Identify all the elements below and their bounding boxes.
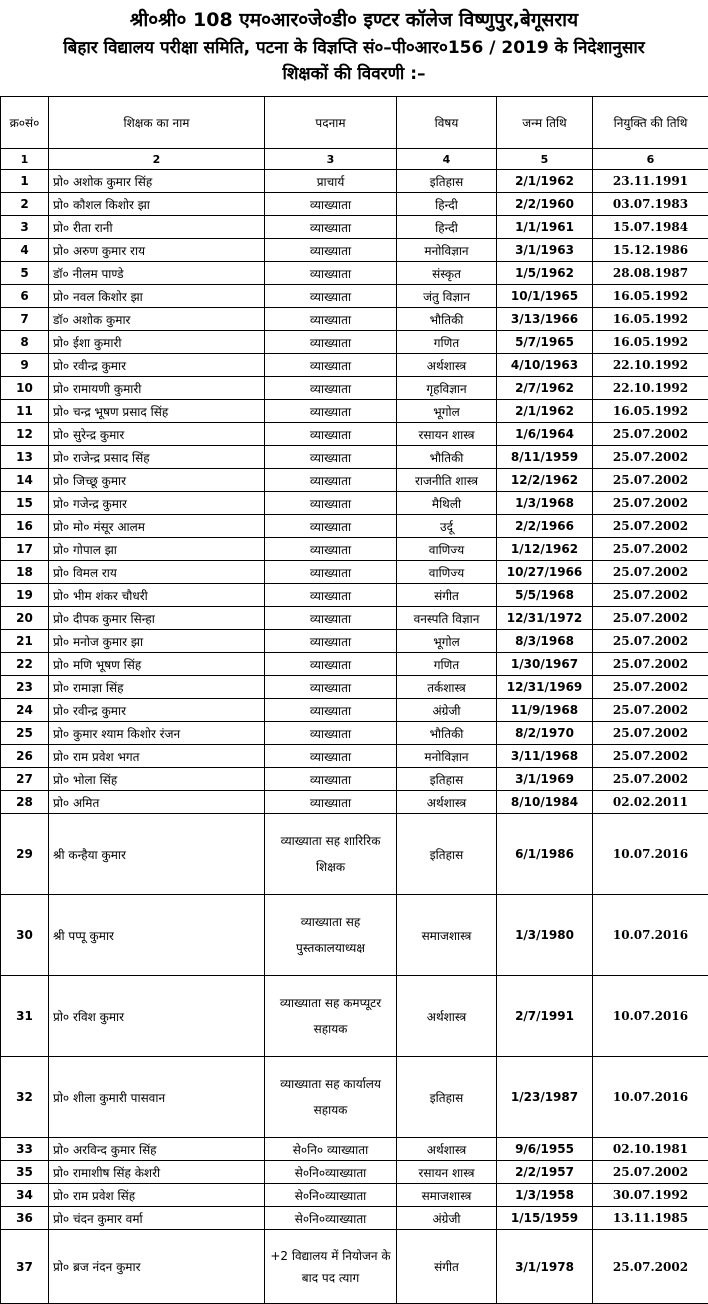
cell-dob: 10/27/1966: [497, 561, 593, 584]
cell-dob: 2/2/1966: [497, 515, 593, 538]
cell-appointment: 25.07.2002: [593, 699, 708, 722]
cell-sn: 3: [1, 216, 49, 239]
cell-designation: व्याख्याता: [265, 768, 397, 791]
cell-name: प्रो० जिच्छू कुमार: [49, 469, 265, 492]
table-row: [1, 193, 708, 216]
cell-name: डॉ० अशोक कुमार: [49, 308, 265, 331]
cell-dob: 1/5/1962: [497, 262, 593, 285]
cell-sn: 29: [1, 814, 49, 895]
cell-subject: संगीत: [397, 584, 497, 607]
cell-sn: 1: [1, 170, 49, 193]
table-row: [1, 538, 708, 561]
cell-dob: 12/31/1972: [497, 607, 593, 630]
cell-appointment: 25.07.2002: [593, 630, 708, 653]
cell-dob: 2/7/1991: [497, 976, 593, 1057]
table-row: [1, 699, 708, 722]
table-row: [1, 469, 708, 492]
cell-subject: इतिहास: [397, 814, 497, 895]
cell-subject: समाजशास्त्र: [397, 895, 497, 976]
cell-subject: अर्थशास्त्र: [397, 1138, 497, 1161]
cell-sn: 24: [1, 699, 49, 722]
column-header-subject: विषय: [397, 97, 497, 149]
cell-designation: +2 विद्यालय में नियोजन के बाद पद त्याग: [265, 1230, 397, 1304]
column-number: 1: [1, 149, 49, 170]
cell-designation: व्याख्याता: [265, 676, 397, 699]
cell-dob: 1/30/1967: [497, 653, 593, 676]
cell-appointment: 25.07.2002: [593, 469, 708, 492]
table-row: [1, 976, 708, 1057]
cell-designation: व्याख्याता सह पुस्तकालयाध्यक्ष: [265, 895, 397, 976]
cell-sn: 12: [1, 423, 49, 446]
table-row: [1, 791, 708, 814]
cell-dob: 8/10/1984: [497, 791, 593, 814]
cell-dob: 2/2/1960: [497, 193, 593, 216]
cell-appointment: 25.07.2002: [593, 676, 708, 699]
cell-appointment: 10.07.2016: [593, 1057, 708, 1138]
column-header-name: शिक्षक का नाम: [49, 97, 265, 149]
cell-dob: 3/1/1978: [497, 1230, 593, 1304]
cell-sn: 30: [1, 895, 49, 976]
cell-dob: 8/3/1968: [497, 630, 593, 653]
cell-appointment: 10.07.2016: [593, 895, 708, 976]
cell-sn: 34: [1, 1184, 49, 1207]
table-row: [1, 1138, 708, 1161]
column-number: 4: [397, 149, 497, 170]
cell-name: प्रो० मनोज कुमार झा: [49, 630, 265, 653]
cell-name: प्रो० रामाज्ञा सिंह: [49, 676, 265, 699]
table-row: [1, 170, 708, 193]
table-row: [1, 676, 708, 699]
column-header-dob: जन्म तिथि: [497, 97, 593, 149]
cell-subject: समाजशास्त्र: [397, 1184, 497, 1207]
cell-sn: 13: [1, 446, 49, 469]
cell-dob: 3/1/1969: [497, 768, 593, 791]
cell-subject: उर्दू: [397, 515, 497, 538]
cell-dob: 2/7/1962: [497, 377, 593, 400]
cell-sn: 2: [1, 193, 49, 216]
cell-subject: भौतिकी: [397, 446, 497, 469]
cell-designation: व्याख्याता: [265, 699, 397, 722]
cell-sn: 33: [1, 1138, 49, 1161]
table-row: [1, 1161, 708, 1184]
cell-designation: व्याख्याता: [265, 515, 397, 538]
cell-appointment: 25.07.2002: [593, 423, 708, 446]
cell-sn: 4: [1, 239, 49, 262]
table-row: [1, 584, 708, 607]
cell-subject: गणित: [397, 653, 497, 676]
cell-designation: व्याख्याता: [265, 745, 397, 768]
cell-name: प्रो० रवीन्द्र कुमार: [49, 699, 265, 722]
table-row: [1, 895, 708, 976]
cell-name: प्रो० रविश कुमार: [49, 976, 265, 1057]
teachers-table: [0, 96, 708, 1304]
cell-appointment: 02.02.2011: [593, 791, 708, 814]
cell-dob: 2/1/1962: [497, 170, 593, 193]
cell-sn: 37: [1, 1230, 49, 1304]
cell-name: प्रो० ब्रज नंदन कुमार: [49, 1230, 265, 1304]
cell-subject: रसायन शास्त्र: [397, 423, 497, 446]
cell-name: श्री कन्हैया कुमार: [49, 814, 265, 895]
cell-dob: 1/3/1958: [497, 1184, 593, 1207]
cell-dob: 9/6/1955: [497, 1138, 593, 1161]
cell-dob: 3/11/1968: [497, 745, 593, 768]
table-row: [1, 1230, 708, 1304]
cell-sn: 23: [1, 676, 49, 699]
cell-name: प्रो० अरविन्द कुमार सिंह: [49, 1138, 265, 1161]
cell-subject: भूगोल: [397, 630, 497, 653]
table-row: [1, 216, 708, 239]
cell-designation: व्याख्याता सह शारिरिक शिक्षक: [265, 814, 397, 895]
table-row: [1, 607, 708, 630]
cell-designation: व्याख्याता: [265, 469, 397, 492]
cell-sn: 16: [1, 515, 49, 538]
cell-sn: 9: [1, 354, 49, 377]
cell-subject: राजनीति शास्त्र: [397, 469, 497, 492]
cell-appointment: 10.07.2016: [593, 814, 708, 895]
column-number-row: [1, 149, 708, 170]
cell-subject: वाणिज्य: [397, 561, 497, 584]
cell-dob: 1/23/1987: [497, 1057, 593, 1138]
cell-name: प्रो० राम प्रवेश भगत: [49, 745, 265, 768]
table-row: [1, 239, 708, 262]
cell-dob: 2/2/1957: [497, 1161, 593, 1184]
cell-appointment: 25.07.2002: [593, 515, 708, 538]
cell-subject: वाणिज्य: [397, 538, 497, 561]
cell-name: प्रो० गजेन्द्र कुमार: [49, 492, 265, 515]
cell-subject: अर्थशास्त्र: [397, 354, 497, 377]
document-header: [0, 0, 708, 96]
cell-sn: 31: [1, 976, 49, 1057]
table-row: [1, 722, 708, 745]
cell-appointment: 16.05.1992: [593, 285, 708, 308]
college-title: श्री०श्री० 108 एम०आर०जे०डी० इण्टर कॉलेज विष्णुपुर,बेगूसराय: [0, 0, 708, 36]
cell-subject: गणित: [397, 331, 497, 354]
cell-name: प्रो० रीता रानी: [49, 216, 265, 239]
cell-designation: व्याख्याता: [265, 423, 397, 446]
cell-dob: 10/1/1965: [497, 285, 593, 308]
cell-name: प्रो० ईशा कुमारी: [49, 331, 265, 354]
cell-appointment: 25.07.2002: [593, 653, 708, 676]
cell-subject: भौतिकी: [397, 308, 497, 331]
cell-dob: 12/2/1962: [497, 469, 593, 492]
cell-appointment: 13.11.1985: [593, 1207, 708, 1230]
cell-designation: व्याख्याता: [265, 193, 397, 216]
cell-appointment: 25.07.2002: [593, 607, 708, 630]
cell-designation: व्याख्याता: [265, 216, 397, 239]
cell-dob: 6/1/1986: [497, 814, 593, 895]
cell-appointment: 30.07.1992: [593, 1184, 708, 1207]
cell-sn: 17: [1, 538, 49, 561]
table-row: [1, 630, 708, 653]
cell-subject: संगीत: [397, 1230, 497, 1304]
column-number: 2: [49, 149, 265, 170]
cell-designation: व्याख्याता: [265, 262, 397, 285]
table-row: [1, 561, 708, 584]
cell-name: प्रो० राम प्रवेश सिंह: [49, 1184, 265, 1207]
table-row: [1, 262, 708, 285]
table-row: [1, 768, 708, 791]
cell-sn: 5: [1, 262, 49, 285]
cell-designation: व्याख्याता: [265, 722, 397, 745]
table-row: [1, 653, 708, 676]
cell-dob: 4/10/1963: [497, 354, 593, 377]
column-header-designation: पदनाम: [265, 97, 397, 149]
table-row: [1, 308, 708, 331]
cell-dob: 11/9/1968: [497, 699, 593, 722]
cell-sn: 36: [1, 1207, 49, 1230]
cell-name: श्री पप्पू कुमार: [49, 895, 265, 976]
cell-appointment: 25.07.2002: [593, 561, 708, 584]
cell-dob: 12/31/1969: [497, 676, 593, 699]
cell-name: प्रो० शीला कुमारी पासवान: [49, 1057, 265, 1138]
cell-sn: 14: [1, 469, 49, 492]
cell-appointment: 25.07.2002: [593, 722, 708, 745]
cell-subject: जंतु विज्ञान: [397, 285, 497, 308]
cell-designation: व्याख्याता: [265, 400, 397, 423]
table-row: [1, 515, 708, 538]
cell-sn: 6: [1, 285, 49, 308]
cell-designation: व्याख्याता: [265, 377, 397, 400]
cell-sn: 8: [1, 331, 49, 354]
cell-designation: व्याख्याता: [265, 538, 397, 561]
cell-sn: 32: [1, 1057, 49, 1138]
cell-designation: व्याख्याता: [265, 584, 397, 607]
cell-sn: 27: [1, 768, 49, 791]
cell-subject: संस्कृत: [397, 262, 497, 285]
cell-name: प्रो० कुमार श्याम किशोर रंजन: [49, 722, 265, 745]
column-number: 5: [497, 149, 593, 170]
cell-designation: प्राचार्य: [265, 170, 397, 193]
table-row: [1, 400, 708, 423]
cell-designation: व्याख्याता: [265, 630, 397, 653]
cell-subject: अंग्रेजी: [397, 699, 497, 722]
cell-designation: व्याख्याता: [265, 561, 397, 584]
cell-name: प्रो० रामाशीष सिंह केशरी: [49, 1161, 265, 1184]
cell-sn: 15: [1, 492, 49, 515]
cell-dob: 1/3/1968: [497, 492, 593, 515]
cell-designation: व्याख्याता: [265, 354, 397, 377]
cell-subject: अर्थशास्त्र: [397, 976, 497, 1057]
cell-sn: 26: [1, 745, 49, 768]
cell-sn: 22: [1, 653, 49, 676]
cell-subject: वनस्पति विज्ञान: [397, 607, 497, 630]
cell-subject: इतिहास: [397, 1057, 497, 1138]
cell-name: प्रो० मो० मंसूर आलम: [49, 515, 265, 538]
cell-appointment: 25.07.2002: [593, 768, 708, 791]
cell-dob: 5/7/1965: [497, 331, 593, 354]
cell-name: प्रो० चन्द्र भूषण प्रसाद सिंह: [49, 400, 265, 423]
cell-designation: से०नि० व्याख्याता: [265, 1138, 397, 1161]
cell-name: प्रो० कौशल किशोर झा: [49, 193, 265, 216]
cell-appointment: 15.07.1984: [593, 216, 708, 239]
cell-appointment: 25.07.2002: [593, 538, 708, 561]
cell-name: प्रो० मणि भूषण सिंह: [49, 653, 265, 676]
cell-dob: 3/13/1966: [497, 308, 593, 331]
cell-appointment: 22.10.1992: [593, 354, 708, 377]
cell-designation: व्याख्याता सह कार्यालय सहायक: [265, 1057, 397, 1138]
table-row: [1, 1184, 708, 1207]
cell-name: प्रो० गोपाल झा: [49, 538, 265, 561]
cell-name: प्रो० अरुण कुमार राय: [49, 239, 265, 262]
column-number: 6: [593, 149, 708, 170]
table-row: [1, 354, 708, 377]
cell-designation: व्याख्याता: [265, 239, 397, 262]
cell-appointment: 25.07.2002: [593, 1161, 708, 1184]
cell-dob: 3/1/1963: [497, 239, 593, 262]
cell-designation: व्याख्याता: [265, 653, 397, 676]
cell-name: डॉ० नीलम पाण्डे: [49, 262, 265, 285]
cell-appointment: 25.07.2002: [593, 492, 708, 515]
cell-sn: 7: [1, 308, 49, 331]
cell-name: प्रो० अमित: [49, 791, 265, 814]
column-header-sn: क्र०सं०: [1, 97, 49, 149]
cell-designation: व्याख्याता सह कमप्यूटर सहायक: [265, 976, 397, 1057]
cell-name: प्रो० भीम शंकर चौधरी: [49, 584, 265, 607]
cell-subject: मनोविज्ञान: [397, 745, 497, 768]
cell-sn: 28: [1, 791, 49, 814]
cell-appointment: 23.11.1991: [593, 170, 708, 193]
cell-name: प्रो० दीपक कुमार सिन्हा: [49, 607, 265, 630]
table-row: [1, 377, 708, 400]
table-row: [1, 745, 708, 768]
cell-subject: हिन्दी: [397, 216, 497, 239]
cell-subject: भौतिकी: [397, 722, 497, 745]
cell-subject: अंग्रेजी: [397, 1207, 497, 1230]
cell-dob: 2/1/1962: [497, 400, 593, 423]
cell-name: प्रो० भोला सिंह: [49, 768, 265, 791]
table-row: [1, 285, 708, 308]
table-header-row: [1, 97, 708, 149]
cell-dob: 1/3/1980: [497, 895, 593, 976]
cell-subject: मनोविज्ञान: [397, 239, 497, 262]
cell-designation: व्याख्याता: [265, 285, 397, 308]
cell-subject: हिन्दी: [397, 193, 497, 216]
cell-appointment: 25.07.2002: [593, 745, 708, 768]
cell-name: प्रो० अशोक कुमार सिंह: [49, 170, 265, 193]
cell-appointment: 10.07.2016: [593, 976, 708, 1057]
cell-subject: इतिहास: [397, 170, 497, 193]
cell-subject: अर्थशास्त्र: [397, 791, 497, 814]
table-row: [1, 492, 708, 515]
cell-designation: व्याख्याता: [265, 607, 397, 630]
section-heading: शिक्षकों की विवरणी :–: [0, 62, 708, 96]
cell-name: प्रो० चंदन कुमार वर्मा: [49, 1207, 265, 1230]
table-row: [1, 1207, 708, 1230]
cell-name: प्रो० राजेन्द्र प्रसाद सिंह: [49, 446, 265, 469]
cell-subject: इतिहास: [397, 768, 497, 791]
cell-appointment: 16.05.1992: [593, 400, 708, 423]
column-number: 3: [265, 149, 397, 170]
notice-reference: बिहार विद्यालय परीक्षा समिति, पटना के विज्ञप्ति सं०–पी०आर०156 / 2019 के निदेशानुसार: [0, 36, 708, 62]
cell-dob: 8/11/1959: [497, 446, 593, 469]
cell-sn: 21: [1, 630, 49, 653]
cell-name: प्रो० नवल किशोर झा: [49, 285, 265, 308]
cell-sn: 20: [1, 607, 49, 630]
table-row: [1, 814, 708, 895]
cell-designation: से०नि०व्याख्याता: [265, 1161, 397, 1184]
cell-name: प्रो० सुरेन्द्र कुमार: [49, 423, 265, 446]
cell-sn: 25: [1, 722, 49, 745]
cell-appointment: 22.10.1992: [593, 377, 708, 400]
cell-sn: 18: [1, 561, 49, 584]
table-row: [1, 1057, 708, 1138]
cell-dob: 1/6/1964: [497, 423, 593, 446]
cell-appointment: 16.05.1992: [593, 308, 708, 331]
cell-appointment: 03.07.1983: [593, 193, 708, 216]
cell-dob: 1/12/1962: [497, 538, 593, 561]
cell-designation: से०नि०व्याख्याता: [265, 1207, 397, 1230]
column-header-appointment: नियुक्ति की तिथि: [593, 97, 708, 149]
cell-appointment: 25.07.2002: [593, 1230, 708, 1304]
table-row: [1, 423, 708, 446]
cell-subject: भूगोल: [397, 400, 497, 423]
table-row: [1, 331, 708, 354]
cell-subject: मैथिली: [397, 492, 497, 515]
cell-appointment: 25.07.2002: [593, 446, 708, 469]
cell-designation: व्याख्याता: [265, 331, 397, 354]
cell-sn: 10: [1, 377, 49, 400]
cell-subject: तर्कशास्त्र: [397, 676, 497, 699]
cell-designation: व्याख्याता: [265, 492, 397, 515]
cell-appointment: 15.12.1986: [593, 239, 708, 262]
cell-sn: 19: [1, 584, 49, 607]
cell-dob: 1/1/1961: [497, 216, 593, 239]
cell-appointment: 28.08.1987: [593, 262, 708, 285]
cell-name: प्रो० रवीन्द्र कुमार: [49, 354, 265, 377]
cell-appointment: 16.05.1992: [593, 331, 708, 354]
cell-designation: से०नि०व्याख्याता: [265, 1184, 397, 1207]
cell-appointment: 25.07.2002: [593, 584, 708, 607]
cell-appointment: 02.10.1981: [593, 1138, 708, 1161]
cell-subject: गृहविज्ञान: [397, 377, 497, 400]
table-row: [1, 446, 708, 469]
cell-name: प्रो० रामायणी कुमारी: [49, 377, 265, 400]
teacher-rows: [1, 170, 708, 1304]
cell-subject: रसायन शास्त्र: [397, 1161, 497, 1184]
cell-designation: व्याख्याता: [265, 446, 397, 469]
cell-designation: व्याख्याता: [265, 791, 397, 814]
cell-dob: 5/5/1968: [497, 584, 593, 607]
cell-dob: 8/2/1970: [497, 722, 593, 745]
cell-designation: व्याख्याता: [265, 308, 397, 331]
cell-sn: 35: [1, 1161, 49, 1184]
cell-dob: 1/15/1959: [497, 1207, 593, 1230]
cell-sn: 11: [1, 400, 49, 423]
cell-name: प्रो० विमल राय: [49, 561, 265, 584]
